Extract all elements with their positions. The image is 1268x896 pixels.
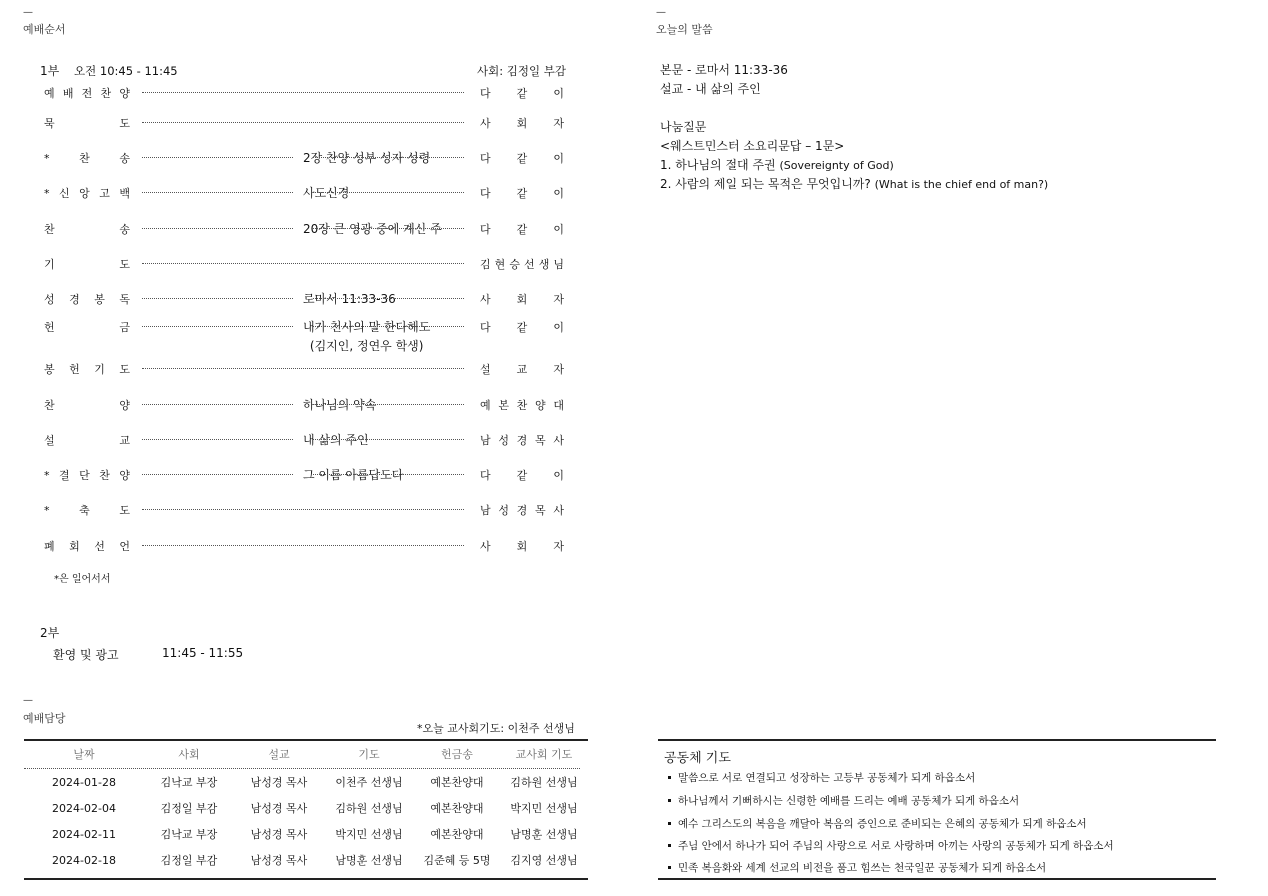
table-cell: 김지영 선생님	[510, 854, 578, 867]
leader-dots	[313, 474, 464, 475]
sermon-title: 설교 - 내 삶의 주인	[660, 82, 761, 96]
order-item-name: 헌 금	[44, 321, 130, 334]
word-section-label: 오늘의 말씀	[656, 23, 713, 36]
order-item-person: 다 같 이	[480, 223, 564, 236]
leader-dots	[142, 545, 464, 546]
leader-dots	[313, 326, 464, 327]
question-2-ko: 2. 사람의 제일 되는 목적은 무엇입니까?	[660, 177, 871, 191]
order-item-person: 남 성 경 목 사	[480, 504, 564, 517]
table-cell: 2024-01-28	[52, 775, 116, 789]
duty-column-header: 날짜	[73, 748, 95, 761]
table-cell: 남성경 목사	[250, 854, 308, 867]
order-item-person: 사 회 자	[480, 293, 564, 306]
order-item-content: 내 삶의 주인	[303, 433, 369, 447]
question-2	[660, 175, 1048, 194]
order-item-content: 로마서 11:33-36	[303, 292, 396, 306]
order-item-person: 김 현 승 선 생 님	[480, 258, 564, 271]
order-item-person: 다 같 이	[480, 152, 564, 165]
table-cell: 2024-02-18	[52, 853, 116, 867]
order-item-name: * 축 도	[44, 503, 130, 517]
order-item	[44, 466, 564, 484]
question-1	[660, 156, 1048, 175]
order-item	[44, 84, 564, 102]
leader-dots	[313, 157, 464, 158]
duty-table-header	[24, 739, 588, 769]
question-1-en: (Sovereignty of God)	[779, 159, 894, 172]
teacher-prayer-note: *오늘 교사회기도: 이천주 선생님	[417, 722, 575, 735]
table-cell: 남성경 목사	[250, 776, 308, 789]
table-cell: 2024-02-04	[52, 801, 116, 815]
section-dash: —	[23, 7, 33, 18]
table-cell: 김낙교 부장	[160, 776, 218, 789]
prayer-text: 하나님께서 기뻐하시는 신령한 예배를 드리는 예배 공동체가 되게 하옵소서	[678, 795, 1020, 807]
table-cell: 남명훈 선생님	[335, 854, 403, 867]
leader-dots	[142, 157, 293, 158]
order-item-name: * 결 단 찬 양	[44, 468, 130, 482]
order-item-person: 다 같 이	[480, 469, 564, 482]
order-item-content: 2장 찬양 성부 성자 성령	[303, 151, 431, 165]
list-item	[668, 838, 1114, 853]
duty-column-header: 교사회 기도	[515, 748, 573, 761]
table-cell: 김하원 선생님	[335, 802, 403, 815]
order-item-person: 남 성 경 목 사	[480, 434, 564, 447]
order-item-name: 봉 헌 기 도	[44, 363, 130, 376]
duty-table-bottom-rule	[24, 878, 588, 880]
leader-dots	[142, 404, 293, 405]
order-item-person: 다 같 이	[480, 87, 564, 100]
prayer-text: 말씀으로 서로 연결되고 성장하는 고등부 공동체가 되게 하옵소서	[678, 772, 976, 784]
table-cell: 김하원 선생님	[510, 776, 578, 789]
order-item	[44, 220, 564, 238]
order-item	[44, 431, 564, 449]
list-item	[668, 770, 975, 785]
table-cell: 예본찬양대	[430, 776, 484, 789]
table-cell: 예본찬양대	[430, 802, 484, 815]
table-cell: 예본찬양대	[430, 828, 484, 841]
order-item	[44, 501, 564, 519]
order-item-name: 찬 양	[44, 399, 130, 412]
leader-dots	[142, 474, 293, 475]
leader-dots	[142, 228, 293, 229]
leader-dots	[313, 439, 464, 440]
bullet-icon	[668, 866, 671, 869]
order-item-name: 묵 도	[44, 117, 130, 130]
order-item-person: 사 회 자	[480, 540, 564, 553]
bullet-icon	[668, 776, 671, 779]
sharing-title: 나눔질문	[660, 120, 707, 134]
list-item	[668, 816, 1087, 831]
order-item-person: 사 회 자	[480, 117, 564, 130]
order-item-content: 그 이름 아름답도다	[303, 468, 404, 482]
order-item-name: 예 배 전 찬 양	[44, 87, 130, 100]
order-item	[44, 318, 564, 353]
order-item-content: 20장 큰 영광 중에 계신 주	[303, 222, 442, 236]
table-cell: 박지민 선생님	[335, 828, 403, 841]
table-cell: 남성경 목사	[250, 828, 308, 841]
table-cell: 김정일 부감	[160, 802, 218, 815]
table-cell: 남명훈 선생님	[510, 828, 578, 841]
order-item-person: 다 같 이	[480, 321, 564, 334]
order-item-name: 성 경 봉 독	[44, 293, 130, 306]
order-item	[44, 396, 564, 414]
duty-column-header: 기도	[358, 748, 380, 761]
part1-time: 오전 10:45 - 11:45	[74, 64, 178, 78]
order-item-person: 설 교 자	[480, 363, 564, 376]
part2-time: 11:45 - 11:55	[162, 646, 244, 660]
order-item-content-sub: (김지인, 정연우 학생)	[309, 339, 424, 353]
table-cell: 김준혜 등 5명	[423, 854, 491, 867]
question-1-ko: 1. 하나님의 절대 주권	[660, 158, 776, 172]
order-item-name: 폐 회 선 언	[44, 540, 130, 553]
order-item-name: * 찬 송	[44, 151, 130, 165]
order-item	[44, 360, 564, 378]
prayer-bottom-rule	[658, 878, 1216, 880]
order-item	[44, 290, 564, 308]
todays-word	[660, 61, 1048, 194]
duty-header-divider	[24, 768, 580, 769]
leader-dots	[142, 326, 293, 327]
scripture-text: 본문 - 로마서 11:33-36	[660, 63, 788, 77]
list-item	[668, 793, 1019, 808]
bullet-icon	[668, 822, 671, 825]
standing-note: *은 일어서서	[54, 574, 111, 585]
leader-dots	[142, 92, 464, 93]
section-dash: —	[23, 695, 33, 706]
part2-item: 환영 및 광고	[53, 648, 119, 662]
duty-column-header: 사회	[178, 748, 200, 761]
leader-dots	[142, 192, 293, 193]
order-section-label: 예배순서	[23, 23, 66, 36]
table-cell: 김정일 부감	[160, 854, 218, 867]
order-item-name: 설 교	[44, 434, 130, 447]
leader-dots	[142, 368, 464, 369]
duty-section-label: 예배담당	[23, 712, 66, 725]
bullet-icon	[668, 799, 671, 802]
order-item-content: 내가 천사의 말 한다해도 (김지인, 정연우 학생)	[303, 318, 430, 356]
table-row	[24, 847, 588, 873]
prayer-text: 예수 그리스도의 복음을 깨달아 복음의 증인으로 준비되는 은혜의 공동체가 되게 하옵소서	[678, 818, 1087, 830]
leader-dots	[142, 263, 464, 264]
order-item	[44, 255, 564, 273]
table-row	[24, 821, 588, 847]
leader-dots	[313, 228, 464, 229]
prayer-top-rule	[658, 739, 1216, 741]
order-item	[44, 184, 564, 202]
leader-dots	[142, 122, 464, 123]
leader-dots	[313, 404, 464, 405]
order-item-person: 다 같 이	[480, 187, 564, 200]
prayer-text: 민족 복음화와 세계 선교의 비전을 품고 힘쓰는 천국일꾼 공동체가 되게 하옵소서	[678, 862, 1047, 874]
duty-column-header: 헌금송	[441, 748, 473, 761]
leader-dots	[142, 298, 293, 299]
part1-presider: 사회: 김정일 부감	[477, 64, 566, 78]
order-item	[44, 149, 564, 167]
leader-dots	[142, 509, 464, 510]
table-cell: 박지민 선생님	[510, 802, 578, 815]
table-cell: 남성경 목사	[250, 802, 308, 815]
table-row	[24, 795, 588, 821]
order-item	[44, 537, 564, 555]
order-item-name: * 신 앙 고 백	[44, 186, 130, 200]
order-item-person: 예 본 찬 양 대	[480, 399, 564, 412]
part2-title: 2부	[40, 626, 60, 640]
part1-title: 1부	[40, 64, 60, 78]
list-item	[668, 860, 1046, 875]
table-cell: 이천주 선생님	[335, 776, 403, 789]
bullet-icon	[668, 844, 671, 847]
duty-column-header: 설교	[268, 748, 290, 761]
duty-table	[24, 739, 588, 873]
table-cell: 김낙교 부장	[160, 828, 218, 841]
order-item-content: 하나님의 약속	[303, 398, 377, 412]
prayer-text: 주님 안에서 하나가 되어 주님의 사랑으로 서로 사랑하며 아끼는 사랑의 공동체가 되게 하옵소서	[678, 840, 1114, 852]
leader-dots	[313, 298, 464, 299]
leader-dots	[313, 192, 464, 193]
question-2-en: (What is the chief end of man?)	[874, 178, 1049, 191]
table-cell: 2024-02-11	[52, 827, 116, 841]
leader-dots	[142, 439, 293, 440]
table-row	[24, 769, 588, 795]
section-dash: —	[656, 7, 666, 18]
order-item-name: 기 도	[44, 258, 130, 271]
prayer-title: 공동체 기도	[664, 751, 731, 766]
order-item-name: 찬 송	[44, 223, 130, 236]
catechism-title: <웨스트민스터 소요리문답 – 1문>	[660, 139, 845, 153]
order-item-content: 사도신경	[303, 186, 350, 200]
order-item	[44, 114, 564, 132]
